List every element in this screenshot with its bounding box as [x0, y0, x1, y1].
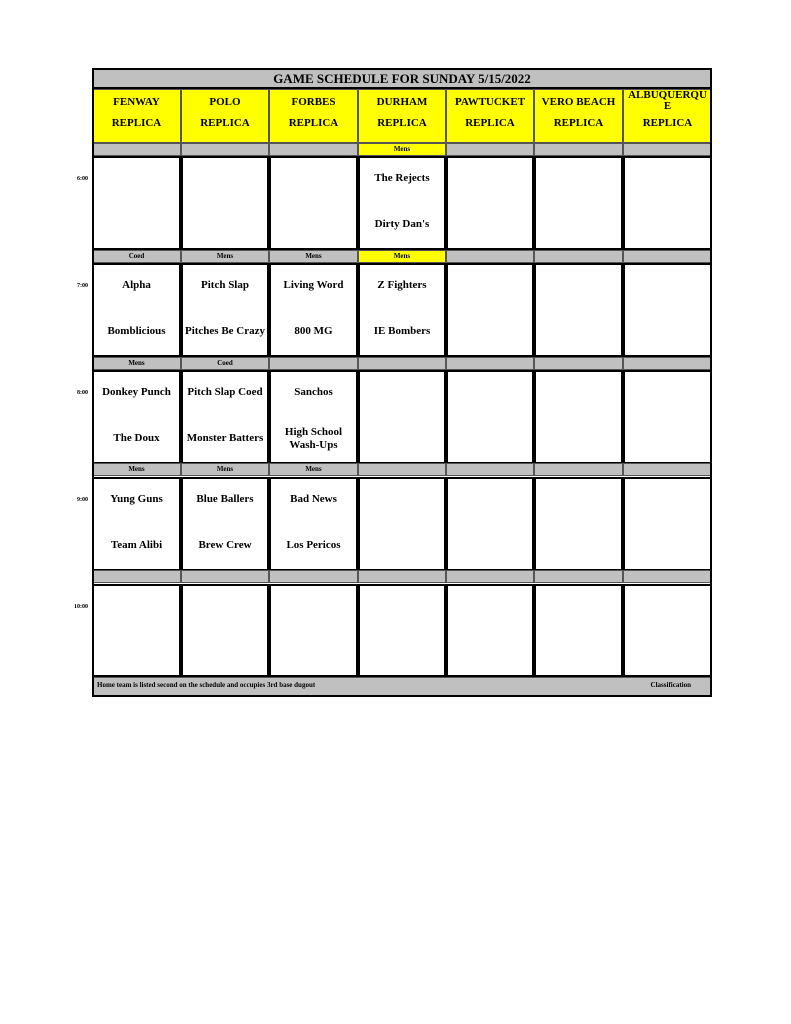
- away-team: The Rejects: [374, 172, 430, 184]
- home-team: IE Bombers: [373, 325, 431, 337]
- classification-band: [623, 463, 712, 476]
- game-cell: [534, 263, 623, 357]
- classification-band: [446, 357, 534, 370]
- game-cell: [446, 584, 534, 677]
- field-replica-label: REPLICA: [377, 117, 427, 129]
- field-header: [623, 89, 712, 143]
- away-team: Blue Ballers: [196, 493, 254, 505]
- home-team: 800 MG: [294, 325, 333, 337]
- away-team: Pitch Slap: [201, 279, 249, 291]
- classification-band: Mens: [92, 463, 181, 476]
- home-team: Brew Crew: [198, 539, 252, 551]
- game-cell: [92, 584, 181, 677]
- footer-bar: [92, 677, 712, 697]
- game-cell: [534, 584, 623, 677]
- game-cell: [358, 156, 446, 250]
- classification-band: [623, 357, 712, 370]
- away-team: Yung Guns: [110, 493, 163, 505]
- classification-band: Mens: [358, 143, 446, 156]
- game-cell: [269, 370, 358, 464]
- game-cell: [181, 584, 269, 677]
- field-replica-label: REPLICA: [111, 117, 162, 129]
- field-replica-label: REPLICA: [288, 117, 339, 129]
- time-label: 9:00: [77, 497, 88, 503]
- classification-band: [269, 357, 358, 370]
- classification-band: Mens: [92, 357, 181, 370]
- field-header: [358, 89, 446, 143]
- game-cell: [623, 156, 712, 250]
- classification-band: [534, 357, 623, 370]
- classification-band: [269, 143, 358, 156]
- field-name: FORBES: [291, 96, 336, 108]
- home-team: Bomblicious: [107, 325, 166, 337]
- time-label: 8:00: [77, 390, 88, 396]
- game-cell: [181, 156, 269, 250]
- game-cell: [269, 156, 358, 250]
- game-cell: [92, 477, 181, 571]
- classification-band: [358, 463, 446, 476]
- time-label: 10:00: [74, 604, 88, 610]
- game-cell: [92, 370, 181, 464]
- game-cell: [623, 477, 712, 571]
- home-team-note: Home team is listed second on the schedule and occupies 3rd base dugout: [97, 681, 316, 689]
- game-cell: [358, 477, 446, 571]
- game-cell: [623, 263, 712, 357]
- classification-band: [181, 570, 269, 583]
- game-cell: [181, 477, 269, 571]
- field-replica-label: REPLICA: [200, 117, 250, 129]
- classification-band: Mens: [269, 463, 358, 476]
- game-cell: [446, 156, 534, 250]
- game-cell: [623, 584, 712, 677]
- away-team: Donkey Punch: [102, 386, 171, 398]
- home-team: Monster Batters: [186, 432, 264, 444]
- field-header: [269, 89, 358, 143]
- away-team: Z Fighters: [377, 279, 427, 291]
- field-replica-label: REPLICA: [642, 117, 693, 129]
- classification-band: [623, 570, 712, 583]
- home-team: Team Alibi: [110, 539, 163, 551]
- classification-label: Classification: [650, 681, 691, 689]
- game-cell: [92, 263, 181, 357]
- time-label: 7:00: [77, 283, 88, 289]
- field-name: DURHAM: [376, 96, 428, 108]
- field-replica-label: REPLICA: [465, 117, 515, 129]
- home-team: High School Wash-Ups: [284, 426, 343, 451]
- time-label: 6:00: [77, 176, 88, 182]
- classification-band: [269, 570, 358, 583]
- away-team: Pitch Slap Coed: [187, 386, 263, 398]
- game-cell: [269, 263, 358, 357]
- home-team: Pitches Be Crazy: [184, 325, 266, 337]
- field-header: [446, 89, 534, 143]
- game-cell: [358, 370, 446, 464]
- game-cell: [446, 477, 534, 571]
- classification-band: Mens: [181, 463, 269, 476]
- classification-band: [358, 357, 446, 370]
- game-cell: [534, 370, 623, 464]
- classification-band: Coed: [92, 250, 181, 263]
- game-cell: [446, 263, 534, 357]
- away-team: Sanchos: [294, 386, 333, 398]
- field-name: ALBUQUERQU E: [628, 89, 707, 112]
- home-team: The Doux: [113, 432, 160, 444]
- game-cell: [534, 156, 623, 250]
- classification-band: [446, 463, 534, 476]
- classification-band: Coed: [181, 357, 269, 370]
- classification-band: Mens: [181, 250, 269, 263]
- field-name: FENWAY: [113, 96, 160, 108]
- classification-band: Mens: [358, 250, 446, 263]
- game-cell: [623, 370, 712, 464]
- game-cell: [269, 584, 358, 677]
- classification-band: [446, 143, 534, 156]
- field-name: POLO: [209, 96, 241, 108]
- field-name: PAWTUCKET: [454, 96, 526, 108]
- classification-band: [92, 143, 181, 156]
- game-cell: [446, 370, 534, 464]
- game-cell: [534, 477, 623, 571]
- classification-band: [623, 143, 712, 156]
- game-cell: [181, 370, 269, 464]
- classification-band: [534, 570, 623, 583]
- field-header: [181, 89, 269, 143]
- home-team: Dirty Dan's: [374, 218, 430, 230]
- field-header: [534, 89, 623, 143]
- field-replica-label: REPLICA: [553, 117, 604, 129]
- classification-band: [181, 143, 269, 156]
- field-name: VERO BEACH: [541, 96, 616, 108]
- classification-band: [446, 570, 534, 583]
- away-team: Living Word: [283, 279, 344, 291]
- classification-band: Mens: [269, 250, 358, 263]
- classification-band: [534, 463, 623, 476]
- away-team: Bad News: [290, 493, 337, 505]
- game-cell: [358, 584, 446, 677]
- field-header: [92, 89, 181, 143]
- away-team: Alpha: [122, 279, 151, 291]
- classification-band: [92, 570, 181, 583]
- classification-band: [446, 250, 534, 263]
- game-cell: [358, 263, 446, 357]
- game-cell: [269, 477, 358, 571]
- classification-band: [358, 570, 446, 583]
- game-cell: [181, 263, 269, 357]
- game-cell: [92, 156, 181, 250]
- home-team: Los Pericos: [286, 539, 341, 551]
- classification-band: [534, 250, 623, 263]
- classification-band: [534, 143, 623, 156]
- schedule-title: GAME SCHEDULE FOR SUNDAY 5/15/2022: [92, 68, 712, 89]
- classification-band: [623, 250, 712, 263]
